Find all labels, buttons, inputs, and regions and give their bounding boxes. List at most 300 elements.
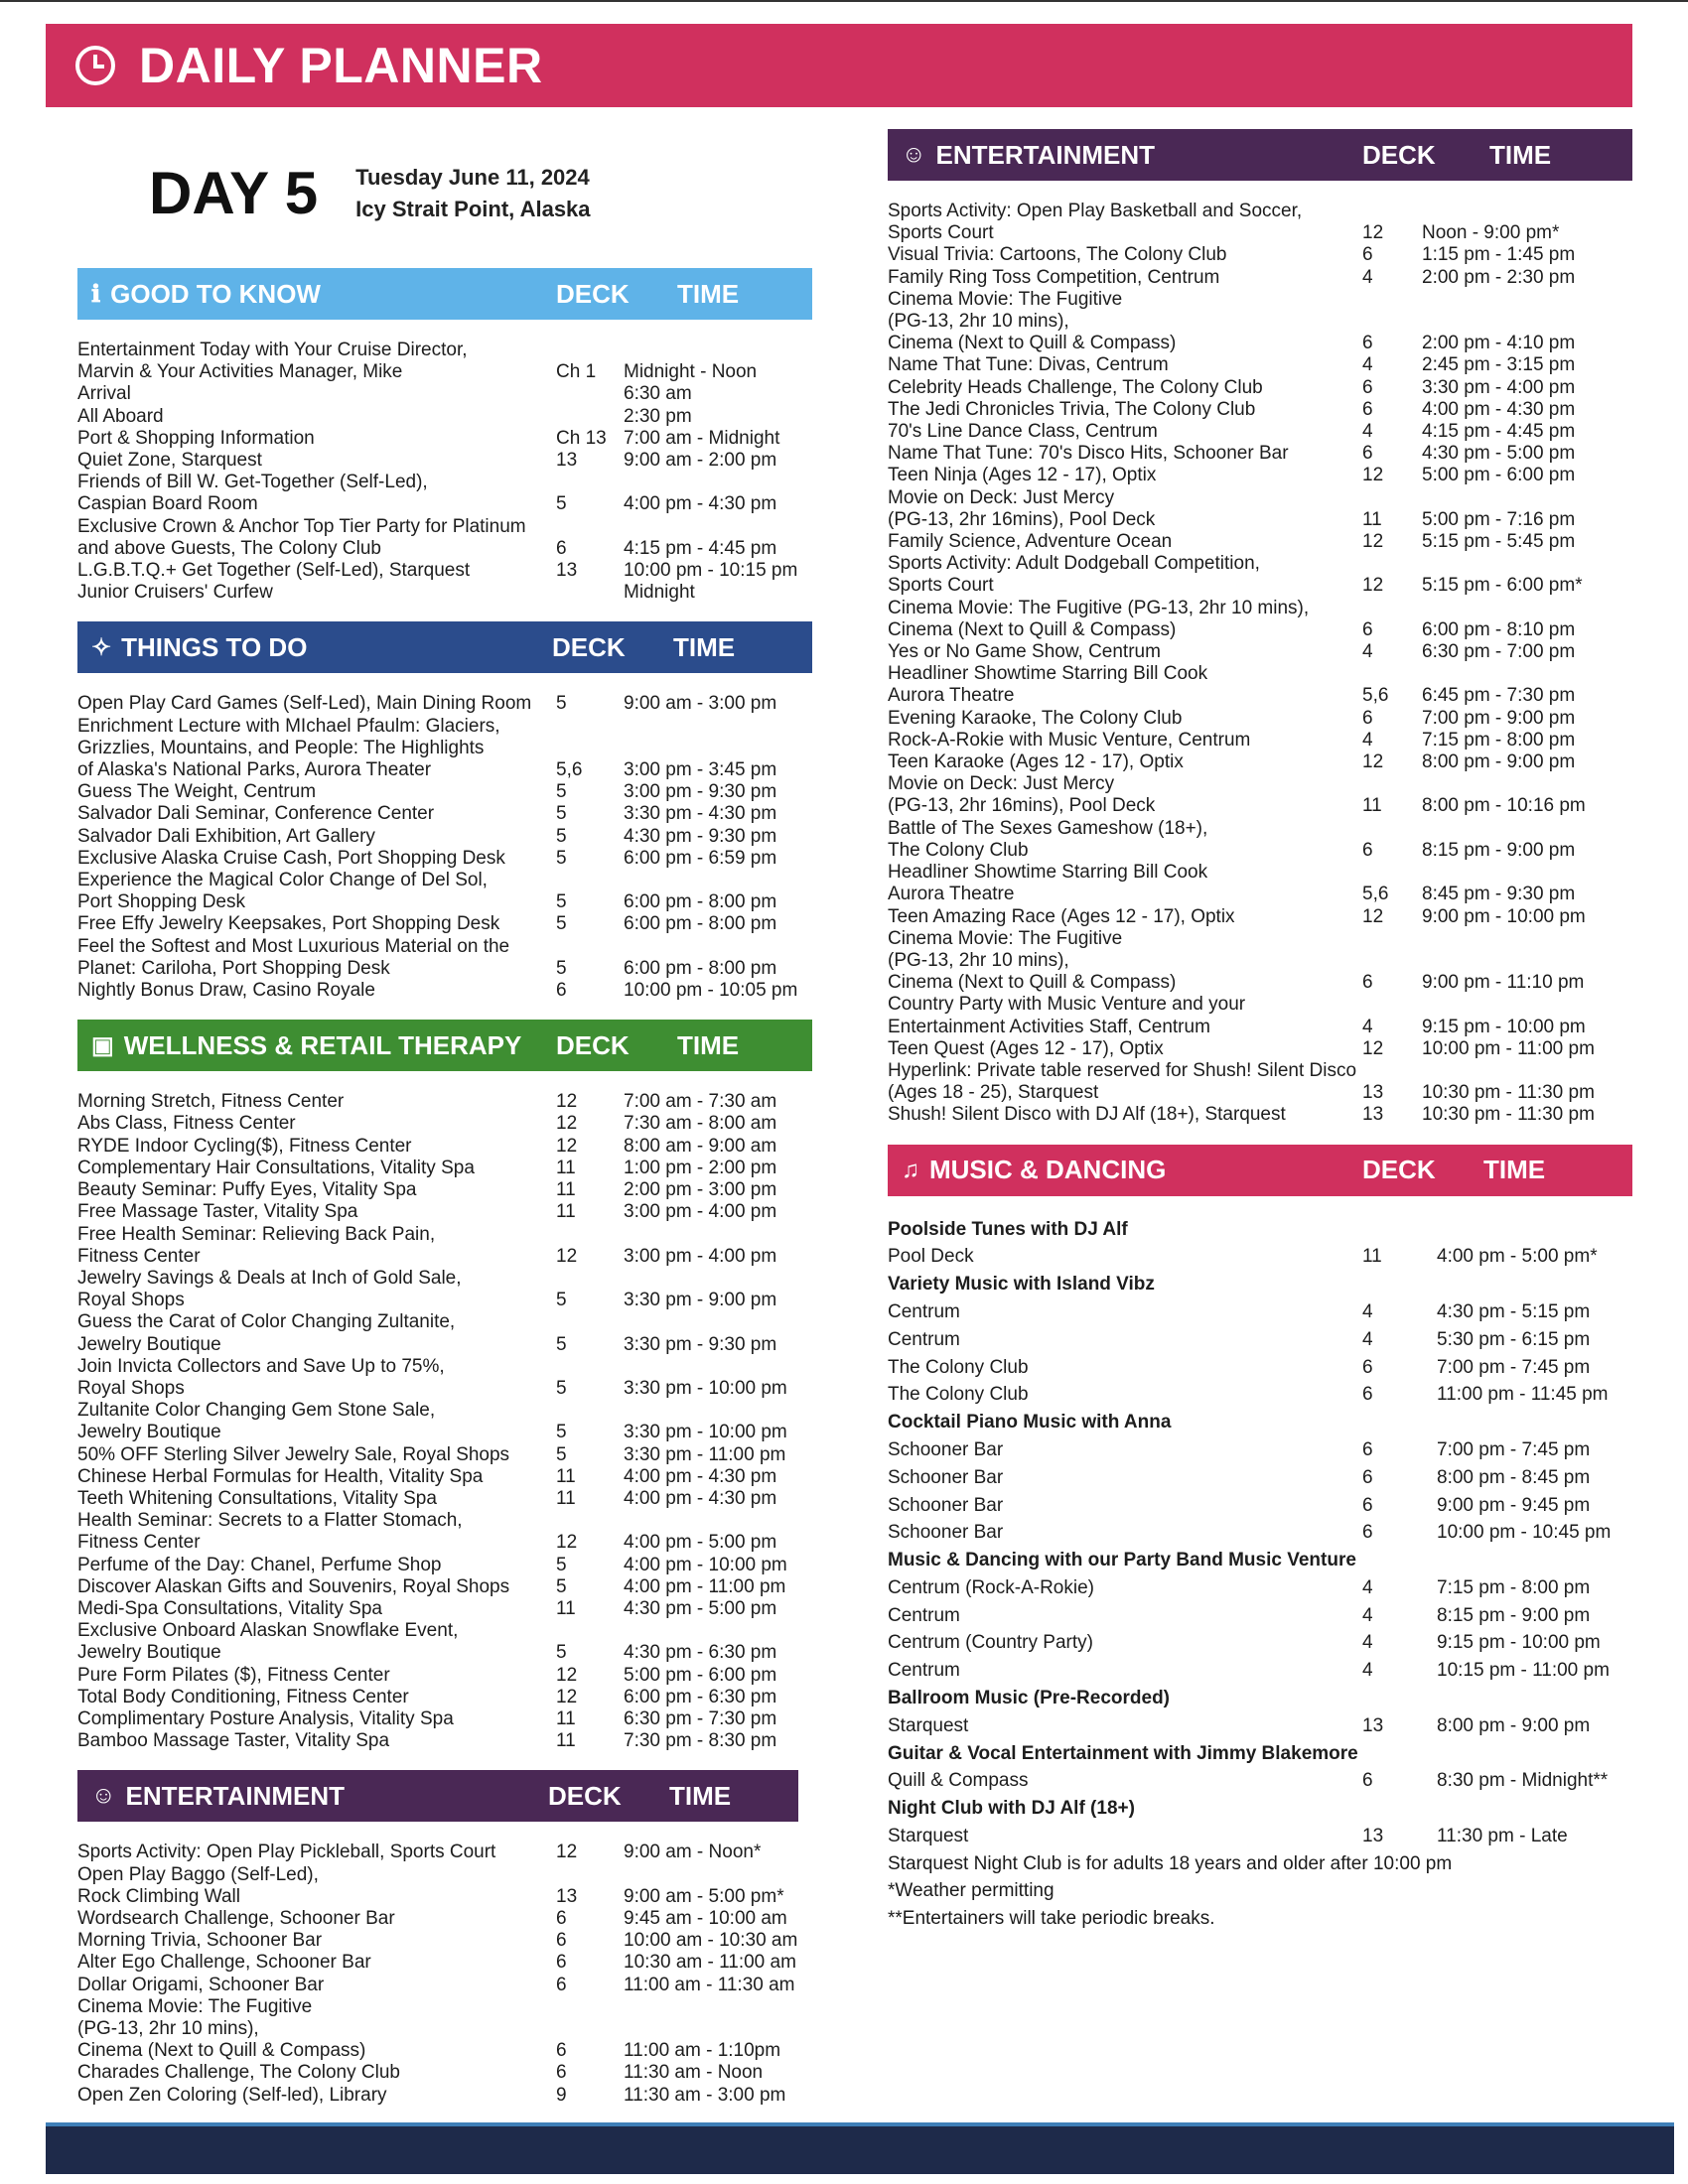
deck-value <box>1362 201 1422 222</box>
time-value: 6:00 pm - 8:00 pm <box>624 913 777 935</box>
time-value: 7:00 pm - 7:45 pm <box>1437 1438 1591 1460</box>
deck-value <box>1362 1060 1422 1082</box>
list-item <box>77 891 812 913</box>
time-value: 4:00 pm - 5:00 pm <box>624 1532 777 1554</box>
time-value: 11:30 pm - Late <box>1437 1826 1568 1847</box>
list-item <box>888 751 1632 773</box>
time-value <box>624 738 812 759</box>
deck-value: 12 <box>556 1245 578 1267</box>
time-value: 8:15 pm - 9:00 pm <box>1437 1604 1591 1626</box>
event-name: Open Play Baggo (Self-Led), <box>77 1863 319 1885</box>
event-name: Battle of The Sexes Gameshow (18+), <box>888 817 1208 839</box>
time-value: 10:30 pm - 11:30 pm <box>1422 1104 1595 1126</box>
time-value: 3:30 pm - 9:30 pm <box>624 1333 777 1355</box>
time-value <box>1422 818 1632 840</box>
deck-value: 11 <box>556 1487 576 1509</box>
list-item <box>888 862 1632 884</box>
time-value: 5:15 pm - 5:45 pm <box>1422 531 1576 553</box>
deck-value <box>556 1510 624 1532</box>
event-name: Cinema (Next to Quill & Compass) <box>888 972 1177 994</box>
event-name: Cinema Movie: The Fugitive <box>77 1995 313 2017</box>
time-value <box>624 1996 812 2018</box>
deck-value: 5 <box>556 1422 567 1443</box>
event-name: Aurora Theatre <box>888 685 1015 707</box>
deck-value: 5 <box>556 847 567 869</box>
event-name: (PG-13, 2hr 10 mins), <box>888 949 1069 971</box>
time-value: 4:30 pm - 5:00 pm <box>1422 443 1576 465</box>
list-item <box>77 1334 812 1356</box>
event-name: Royal Shops <box>77 1290 185 1311</box>
deck-value <box>1362 1685 1437 1712</box>
time-value <box>1437 1685 1632 1712</box>
list-item <box>888 1354 1632 1382</box>
time-value: 8:00 pm - 10:16 pm <box>1422 795 1586 817</box>
list-item <box>888 1326 1632 1354</box>
list-item <box>888 354 1632 376</box>
event-name: Health Seminar: Secrets to a Flatter Stomach, <box>77 1510 463 1532</box>
deck-value: 4 <box>1362 1660 1373 1682</box>
event-name: Join Invicta Collectors and Save Up to 75%, <box>77 1355 445 1377</box>
deck-value: 5 <box>556 1575 567 1597</box>
time-value: 10:00 pm - 11:00 pm <box>1422 1037 1595 1059</box>
deck-value <box>1362 1216 1437 1244</box>
event-name: (PG-13, 2hr 10 mins), <box>888 311 1069 333</box>
deck-value: 6 <box>1362 1494 1373 1516</box>
deck-value: 5,6 <box>1362 685 1389 707</box>
list-item <box>888 1629 1632 1657</box>
event-name: Visual Trivia: Cartoons, The Colony Club <box>888 244 1227 266</box>
deck-value: 11 <box>556 1707 576 1729</box>
event-name: Sports Activity: Open Play Pickleball, Sports Court <box>77 1842 496 1863</box>
list-item <box>888 708 1632 730</box>
list-item <box>888 443 1632 465</box>
event-name: Cocktail Piano Music with Anna <box>888 1412 1172 1433</box>
deck-value: 12 <box>556 1135 578 1157</box>
event-name: Yes or No Game Show, Centrum <box>888 641 1161 663</box>
list-item <box>77 560 812 582</box>
deck-value: 5 <box>556 1554 567 1575</box>
event-name: Cinema Movie: The Fugitive <box>888 927 1123 949</box>
music-note-icon: ♫ <box>902 1156 919 1183</box>
event-name: Open Zen Coloring (Self-led), Library <box>77 2084 387 2106</box>
time-value: Midnight - Noon <box>624 361 758 383</box>
event-name: Starquest <box>888 1714 969 1736</box>
list-item <box>888 201 1632 222</box>
deck-value: 6 <box>1362 333 1373 354</box>
list-item <box>77 1179 812 1201</box>
things-to-do-header <box>77 621 812 673</box>
deck-value: 4 <box>1362 641 1373 663</box>
deck-value <box>556 1864 624 1886</box>
time-value <box>1437 1271 1632 1298</box>
event-name: Headliner Showtime Starring Bill Cook <box>888 862 1208 884</box>
event-name: Fitness Center <box>77 1245 201 1267</box>
list-item <box>888 685 1632 707</box>
event-name: Name That Tune: 70's Disco Hits, Schooner Bar <box>888 443 1289 465</box>
deck-value: 6 <box>556 1907 567 1929</box>
deck-value <box>1362 862 1422 884</box>
event-name: Port Shopping Desk <box>77 891 245 913</box>
list-item <box>77 1311 812 1333</box>
list-item <box>888 465 1632 486</box>
event-name: Pure Form Pilates ($), Fitness Center <box>77 1664 390 1686</box>
list-item <box>77 1136 812 1158</box>
time-value: 1:15 pm - 1:45 pm <box>1422 244 1576 266</box>
deck-value: 12 <box>556 1091 578 1113</box>
event-name: Morning Stretch, Fitness Center <box>77 1091 345 1113</box>
time-value: 9:00 am - 5:00 pm* <box>624 1885 784 1907</box>
time-value: 4:00 pm - 4:30 pm <box>624 1465 777 1487</box>
time-value: 4:30 pm - 5:00 pm <box>624 1597 777 1619</box>
time-value <box>1422 994 1632 1016</box>
time-value <box>624 1224 812 1246</box>
list-item <box>888 906 1632 928</box>
event-name: Jewelry Savings & Deals at Inch of Gold Sale, <box>77 1267 462 1289</box>
time-value <box>624 1311 812 1333</box>
list-item <box>77 738 812 759</box>
time-header: TIME <box>673 631 736 662</box>
list-item <box>77 1201 812 1223</box>
list-item <box>888 1712 1632 1740</box>
event-name: Morning Trivia, Schooner Bar <box>77 1930 323 1952</box>
event-name: Complimentary Posture Analysis, Vitality Spa <box>77 1707 454 1729</box>
deck-value: 11 <box>556 1465 576 1487</box>
event-name: Name That Tune: Divas, Centrum <box>888 354 1169 376</box>
deck-value: 6 <box>556 1974 567 1995</box>
event-name: Quiet Zone, Starquest <box>77 450 262 472</box>
music-header <box>888 1145 1632 1196</box>
time-value: 8:00 am - 9:00 am <box>624 1135 777 1157</box>
time-value: 3:00 pm - 3:45 pm <box>624 759 777 781</box>
list-item <box>888 1243 1632 1271</box>
event-name: Enrichment Lecture with MIchael Pfaulm: Glaciers, <box>77 715 500 737</box>
deck-value: 4 <box>1362 1328 1373 1350</box>
list-item <box>888 1381 1632 1409</box>
time-value: 6:45 pm - 7:30 pm <box>1422 685 1576 707</box>
deck-value: 13 <box>556 560 578 582</box>
list-item <box>77 1975 812 1996</box>
deck-value: 12 <box>556 1113 578 1135</box>
event-name: Total Body Conditioning, Fitness Center <box>77 1686 409 1707</box>
deck-value: 13 <box>1362 1714 1384 1736</box>
deck-value: 5 <box>556 693 567 715</box>
list-item <box>77 1665 812 1687</box>
time-value <box>1437 1216 1632 1244</box>
list-item <box>77 1466 812 1488</box>
event-name: Movie on Deck: Just Mercy <box>888 773 1115 795</box>
event-name: Centrum <box>888 1300 960 1322</box>
event-name: Entertainment Today with Your Cruise Director, <box>77 340 468 360</box>
entertainment-right-list <box>888 201 1632 1127</box>
list-item <box>77 1158 812 1179</box>
list-item <box>77 2085 812 2107</box>
list-item <box>888 333 1632 354</box>
deck-value <box>556 1400 624 1422</box>
time-value: Midnight <box>624 582 695 604</box>
time-header: TIME <box>677 278 740 309</box>
deck-value <box>1362 663 1422 685</box>
time-value <box>1437 1740 1632 1768</box>
day-port: Icy Strait Point, Alaska <box>355 196 591 221</box>
deck-value: 5,6 <box>556 759 583 781</box>
time-value: 3:30 pm - 10:00 pm <box>624 1422 787 1443</box>
time-value: 8:00 pm - 9:00 pm <box>1437 1714 1591 1736</box>
time-value <box>1437 1409 1632 1436</box>
time-value: 7:15 pm - 8:00 pm <box>1422 729 1576 751</box>
deck-value: 12 <box>1362 905 1384 927</box>
list-item <box>77 340 812 361</box>
time-value: 11:00 am - 11:30 am <box>624 1974 795 1995</box>
event-name: L.G.B.T.Q.+ Get Together (Self-Led), Starquest <box>77 560 471 582</box>
right-column <box>888 129 1632 1932</box>
event-name: Salvador Dali Seminar, Conference Center <box>77 803 435 825</box>
list-item <box>888 1017 1632 1038</box>
time-value: 4:15 pm - 4:45 pm <box>624 537 777 559</box>
time-value: 10:30 am - 11:00 am <box>624 1952 796 1974</box>
list-item <box>77 716 812 738</box>
time-value: 9:00 pm - 11:10 pm <box>1422 972 1585 994</box>
deck-value: 12 <box>1362 751 1384 773</box>
event-name: Quill & Compass <box>888 1770 1029 1792</box>
deck-value: 6 <box>1362 1356 1373 1378</box>
time-value: 11:00 pm - 11:45 pm <box>1437 1384 1609 1406</box>
event-name: Bamboo Massage Taster, Vitality Spa <box>77 1730 390 1752</box>
deck-value: 6 <box>556 1930 567 1952</box>
list-item <box>77 1400 812 1422</box>
event-name: of Alaska's National Parks, Aurora Theater <box>77 759 432 781</box>
deck-header: DECK <box>548 1780 622 1811</box>
time-value: 5:00 pm - 6:00 pm <box>624 1664 777 1686</box>
time-value: 3:00 pm - 9:30 pm <box>624 781 777 803</box>
list-item <box>888 311 1632 333</box>
event-name: Jewelry Boutique <box>77 1422 221 1443</box>
time-value: 2:00 pm - 3:00 pm <box>624 1179 777 1201</box>
deck-value: 6 <box>556 2062 567 2084</box>
event-name: Hyperlink: Private table reserved for Shush! Silent Disco <box>888 1059 1357 1081</box>
event-name: Caspian Board Room <box>77 493 258 515</box>
event-name: Aurora Theatre <box>888 884 1015 905</box>
list-item <box>888 972 1632 994</box>
deck-value: 11 <box>556 1597 576 1619</box>
time-value: 11:00 am - 1:10pm <box>624 2040 781 2062</box>
event-name: Free Massage Taster, Vitality Spa <box>77 1201 358 1223</box>
list-item <box>77 361 812 383</box>
time-value <box>624 340 812 361</box>
list-item <box>77 428 812 450</box>
list-item <box>77 1908 812 1930</box>
list-item <box>888 1547 1632 1574</box>
event-name: Centrum <box>888 1660 960 1682</box>
deck-value: 13 <box>1362 1826 1384 1847</box>
time-value: 4:00 pm - 5:00 pm* <box>1437 1246 1598 1268</box>
list-item <box>888 641 1632 663</box>
event-name: Wordsearch Challenge, Schooner Bar <box>77 1907 395 1929</box>
list-item <box>77 1113 812 1135</box>
time-value <box>1437 1547 1632 1574</box>
deck-value <box>1362 311 1422 333</box>
time-value: 4:30 pm - 5:15 pm <box>1437 1300 1591 1322</box>
deck-value: 5,6 <box>1362 884 1389 905</box>
event-name: Entertainment Activities Staff, Centrum <box>888 1016 1210 1037</box>
event-name: The Colony Club <box>888 839 1029 861</box>
good-to-know-list <box>77 340 812 604</box>
event-name: Alter Ego Challenge, Schooner Bar <box>77 1952 371 1974</box>
time-value: 5:15 pm - 6:00 pm* <box>1422 575 1583 597</box>
deck-value <box>556 738 624 759</box>
time-value <box>1422 201 1632 222</box>
time-value <box>1422 928 1632 950</box>
list-item <box>77 1842 812 1863</box>
time-header: TIME <box>669 1780 732 1811</box>
deck-value <box>1362 1547 1437 1574</box>
time-value: 8:00 pm - 9:00 pm <box>1422 751 1576 773</box>
time-value: 9:00 am - Noon* <box>624 1842 762 1863</box>
time-value: 7:15 pm - 8:00 pm <box>1437 1576 1591 1598</box>
time-value: 4:00 pm - 4:30 pm <box>1422 398 1576 420</box>
list-item <box>77 1620 812 1642</box>
list-item <box>888 840 1632 862</box>
event-name: Cinema (Next to Quill & Compass) <box>888 618 1177 640</box>
time-value <box>624 1356 812 1378</box>
deck-value: 11 <box>1362 795 1382 817</box>
time-value: 10:00 am - 10:30 am <box>624 1930 798 1952</box>
time-value: 10:30 pm - 11:30 pm <box>1422 1082 1595 1104</box>
list-item <box>888 1082 1632 1104</box>
event-name: Fitness Center <box>77 1532 201 1554</box>
wellness-list <box>77 1091 812 1752</box>
deck-value: 5 <box>556 957 567 979</box>
time-value: 7:30 am - 8:00 am <box>624 1113 777 1135</box>
event-name: All Aboard <box>77 405 164 427</box>
time-value: 4:30 pm - 9:30 pm <box>624 825 777 847</box>
deck-value: 5 <box>556 803 567 825</box>
time-value <box>624 1510 812 1532</box>
list-item <box>888 1823 1632 1850</box>
event-name: Teen Amazing Race (Ages 12 - 17), Optix <box>888 905 1235 927</box>
list-item <box>888 1602 1632 1630</box>
deck-value: 6 <box>1362 1438 1373 1460</box>
time-value <box>1422 598 1632 619</box>
list-item <box>77 1687 812 1708</box>
time-value <box>624 516 812 538</box>
event-name: Teen Quest (Ages 12 - 17), Optix <box>888 1037 1164 1059</box>
event-name: Guess The Weight, Centrum <box>77 781 317 803</box>
things-to-do-list <box>77 693 812 1002</box>
deck-value: 4 <box>1362 354 1373 376</box>
deck-value: 12 <box>556 1532 578 1554</box>
list-item <box>77 1444 812 1466</box>
event-name: (PG-13, 2hr 16mins), Pool Deck <box>888 508 1156 530</box>
deck-value <box>1362 950 1422 972</box>
deck-value <box>1362 773 1422 795</box>
list-item <box>888 795 1632 817</box>
event-name: Family Ring Toss Competition, Centrum <box>888 266 1220 288</box>
deck-value <box>556 1268 624 1290</box>
deck-value <box>556 870 624 891</box>
time-value: 8:15 pm - 9:00 pm <box>1422 839 1576 861</box>
time-value: 2:00 pm - 4:10 pm <box>1422 333 1576 354</box>
time-value: 11:30 am - Noon <box>624 2062 764 2084</box>
time-value: 10:00 pm - 10:45 pm <box>1437 1522 1612 1544</box>
event-name: Grizzlies, Mountains, and People: The Highlights <box>77 737 485 758</box>
deck-value: 6 <box>1362 972 1373 994</box>
time-value: 4:30 pm - 6:30 pm <box>624 1642 777 1664</box>
deck-header: DECK <box>1362 1155 1436 1185</box>
time-value: 8:00 pm - 8:45 pm <box>1437 1466 1591 1488</box>
list-item <box>888 1767 1632 1795</box>
time-header: TIME <box>1489 139 1552 170</box>
time-value: 6:30 pm - 7:30 pm <box>624 1707 777 1729</box>
list-item <box>888 1216 1632 1244</box>
list-item <box>888 1519 1632 1547</box>
deck-value <box>1362 553 1422 575</box>
deck-value <box>556 516 624 538</box>
event-name: The Jedi Chronicles Trivia, The Colony Club <box>888 398 1256 420</box>
bag-icon: ▣ <box>91 1031 114 1059</box>
time-value: 7:00 pm - 7:45 pm <box>1437 1356 1591 1378</box>
day-number: DAY 5 <box>149 160 319 226</box>
time-value: 9:00 pm - 9:45 pm <box>1437 1494 1591 1516</box>
deck-value <box>1362 1271 1437 1298</box>
event-name: Guess the Carat of Color Changing Zultanite, <box>77 1311 456 1333</box>
list-item <box>888 818 1632 840</box>
deck-value <box>556 383 624 405</box>
deck-value: 6 <box>1362 707 1373 729</box>
list-item <box>77 1864 812 1886</box>
list-item <box>888 509 1632 531</box>
list-item <box>888 1795 1632 1823</box>
deck-value: 6 <box>1362 839 1373 861</box>
event-name: Celebrity Heads Challenge, The Colony Club <box>888 376 1263 398</box>
event-name: Chinese Herbal Formulas for Health, Vitality Spa <box>77 1465 484 1487</box>
list-item <box>888 619 1632 641</box>
event-name: Centrum (Rock-A-Rokie) <box>888 1576 1094 1598</box>
event-name: Experience the Magical Color Change of Del Sol, <box>77 870 488 891</box>
list-item <box>888 399 1632 421</box>
good-to-know-header <box>77 268 812 320</box>
deck-value <box>556 1311 624 1333</box>
list-item <box>77 450 812 472</box>
clock-icon <box>75 46 115 85</box>
list-item <box>77 383 812 405</box>
time-value <box>624 716 812 738</box>
event-name: Marvin & Your Activities Manager, Mike <box>77 361 403 383</box>
time-value: 9:15 pm - 10:00 pm <box>1422 1016 1586 1037</box>
time-value: 10:00 pm - 10:15 pm <box>624 560 798 582</box>
time-value: 4:00 pm - 4:30 pm <box>624 493 777 515</box>
deck-value: 12 <box>556 1664 578 1686</box>
list-item <box>77 870 812 891</box>
event-name: Night Club with DJ Alf (18+) <box>888 1798 1135 1820</box>
list-item <box>888 598 1632 619</box>
time-value: 9:00 am - 3:00 pm <box>624 693 777 715</box>
time-value <box>624 1268 812 1290</box>
event-name: Exclusive Alaska Cruise Cash, Port Shopping Desk <box>77 847 505 869</box>
deck-value <box>556 1996 624 2018</box>
list-item <box>77 936 812 958</box>
time-value: 6:30 pm - 7:00 pm <box>1422 641 1576 663</box>
event-name: Country Party with Music Venture and your <box>888 994 1246 1016</box>
list-item <box>888 1298 1632 1326</box>
time-value <box>624 2018 812 2040</box>
deck-header: DECK <box>556 1029 630 1060</box>
deck-value: 6 <box>1362 398 1373 420</box>
list-item <box>77 1378 812 1400</box>
time-value: 11:30 am - 3:00 pm <box>624 2084 786 2106</box>
entertainment-right-header <box>888 129 1632 181</box>
info-icon: ℹ <box>91 280 101 308</box>
deck-value <box>556 406 624 428</box>
